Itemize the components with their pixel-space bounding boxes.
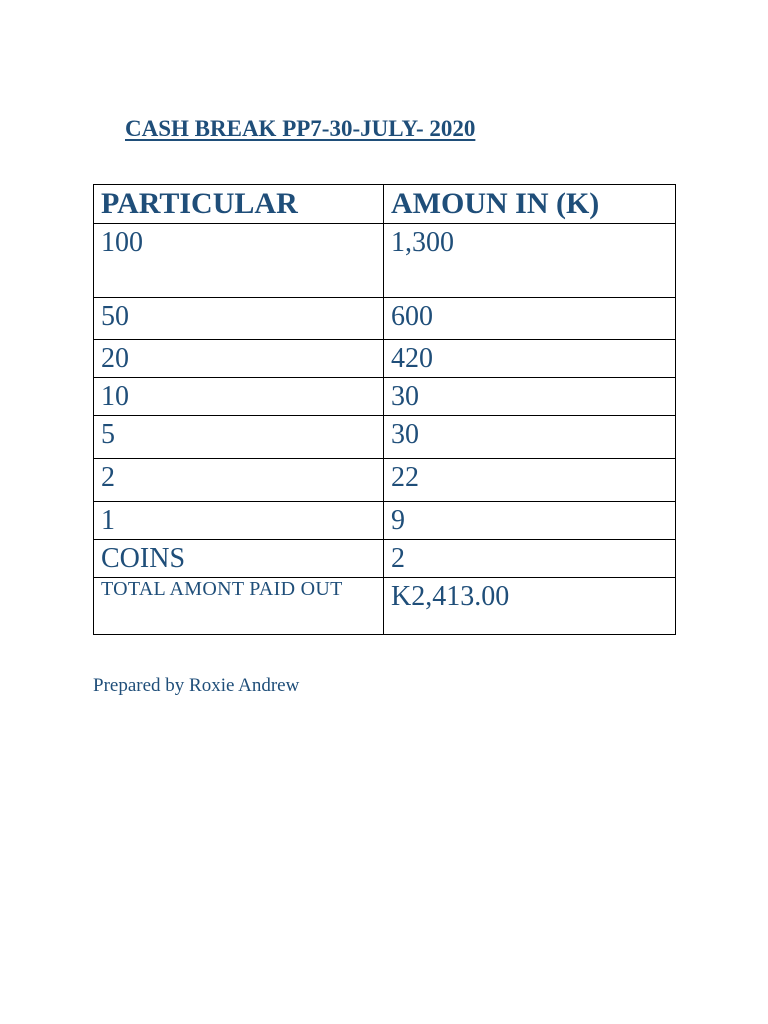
header-particular: PARTICULAR bbox=[94, 185, 384, 224]
table-total-row bbox=[94, 578, 676, 635]
amount-cell: 1,300 bbox=[384, 224, 676, 298]
amount-cell: 2 bbox=[384, 540, 676, 578]
amount-cell: 420 bbox=[384, 340, 676, 378]
particular-cell: 100 bbox=[94, 224, 384, 298]
particular-cell: COINS bbox=[94, 540, 384, 578]
amount-cell: 600 bbox=[384, 298, 676, 340]
prepared-by-note: Prepared by Roxie Andrew bbox=[93, 675, 300, 696]
particular-cell: 20 bbox=[94, 340, 384, 378]
total-label: TOTAL AMONT PAID OUT bbox=[94, 578, 384, 635]
particular-cell: 50 bbox=[94, 298, 384, 340]
cash-break-table bbox=[93, 184, 676, 635]
total-amount: K2,413.00 bbox=[384, 578, 676, 635]
amount-cell: 30 bbox=[384, 378, 676, 416]
particular-cell: 2 bbox=[94, 459, 384, 502]
table-row bbox=[94, 340, 676, 378]
table-header-row bbox=[94, 185, 676, 224]
header-amount: AMOUN IN (K) bbox=[384, 185, 676, 224]
particular-cell: 5 bbox=[94, 416, 384, 459]
amount-cell: 22 bbox=[384, 459, 676, 502]
table-row bbox=[94, 416, 676, 459]
table-row bbox=[94, 298, 676, 340]
table-row bbox=[94, 378, 676, 416]
document-title: CASH BREAK PP7-30-JULY- 2020 bbox=[125, 116, 476, 141]
amount-cell: 9 bbox=[384, 502, 676, 540]
table-row bbox=[94, 224, 676, 298]
table-row bbox=[94, 459, 676, 502]
amount-cell: 30 bbox=[384, 416, 676, 459]
table-row bbox=[94, 502, 676, 540]
particular-cell: 10 bbox=[94, 378, 384, 416]
table-row bbox=[94, 540, 676, 578]
particular-cell: 1 bbox=[94, 502, 384, 540]
